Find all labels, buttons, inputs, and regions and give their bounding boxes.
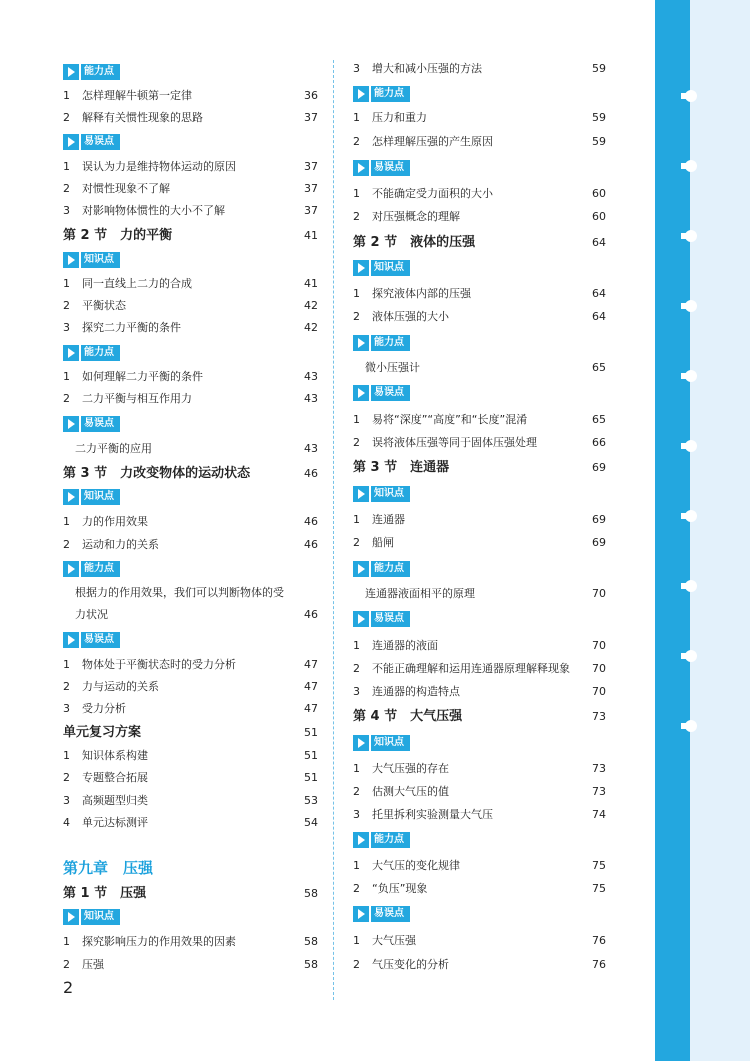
binder-ring-icon	[675, 90, 695, 102]
toc-entry[interactable]: 2 船闸 69	[353, 536, 606, 549]
tag-error: 易误点	[63, 632, 120, 648]
toc-entry[interactable]: 1 大气压的变化规律 75	[353, 859, 606, 872]
toc-entry[interactable]: 2 力与运动的关系 47	[63, 680, 318, 693]
binder-ring-icon	[675, 440, 695, 452]
section-heading[interactable]: 第 4 节 大气压强 73	[353, 709, 606, 724]
toc-entry[interactable]: 3 受力分析 47	[63, 702, 318, 715]
toc-entry[interactable]: 2 误将液体压强等同于固体压强处理 66	[353, 436, 606, 449]
side-band	[690, 0, 750, 1061]
tag-error: 易误点	[353, 385, 410, 401]
tag-error: 易误点	[63, 416, 120, 432]
tag-knowledge: 知识点	[353, 735, 410, 751]
toc-entry[interactable]: 2 怎样理解压强的产生原因 59	[353, 135, 606, 148]
tag-knowledge: 知识点	[63, 252, 120, 268]
play-arrow-icon	[63, 489, 79, 505]
binder-ring-icon	[675, 720, 695, 732]
toc-entry[interactable]: 2 估测大气压的值 73	[353, 785, 606, 798]
section-heading[interactable]: 第 3 节 力改变物体的运动状态 46	[63, 466, 318, 481]
section-heading[interactable]: 第 3 节 连通器 69	[353, 460, 606, 475]
binder-ring-icon	[675, 370, 695, 382]
toc-entry[interactable]: 1 同一直线上二力的合成 41	[63, 277, 318, 290]
play-arrow-icon	[63, 134, 79, 150]
toc-entry[interactable]: 1 力的作用效果 46	[63, 515, 318, 528]
play-arrow-icon	[353, 906, 369, 922]
play-arrow-icon	[353, 385, 369, 401]
toc-entry[interactable]: 4 单元达标测评 54	[63, 816, 318, 829]
section-heading[interactable]: 第 1 节 压强 58	[63, 886, 318, 901]
toc-entry[interactable]: 3 增大和减小压强的方法 59	[353, 62, 606, 75]
toc-entry[interactable]: 3 对影响物体惯性的大小不了解 37	[63, 204, 318, 217]
toc-entry[interactable]: 力状况 46	[75, 608, 318, 621]
toc-entry[interactable]: 1 知识体系构建 51	[63, 749, 318, 762]
play-arrow-icon	[353, 335, 369, 351]
play-arrow-icon	[353, 160, 369, 176]
play-arrow-icon	[353, 611, 369, 627]
tag-error: 易误点	[63, 134, 120, 150]
play-arrow-icon	[353, 832, 369, 848]
toc-entry[interactable]: 2 压强 58	[63, 958, 318, 971]
column-divider	[333, 60, 334, 1000]
tag-knowledge: 知识点	[63, 909, 120, 925]
toc-entry[interactable]: 1 大气压强的存在 73	[353, 762, 606, 775]
toc-entry[interactable]: 1 不能确定受力面积的大小 60	[353, 187, 606, 200]
toc-entry[interactable]: 3 探究二力平衡的条件 42	[63, 321, 318, 334]
toc-entry[interactable]: 2 “负压”现象 75	[353, 882, 606, 895]
toc-entry[interactable]: 1 物体处于平衡状态时的受力分析 47	[63, 658, 318, 671]
toc-entry[interactable]: 1 连通器 69	[353, 513, 606, 526]
toc-entry[interactable]: 2 液体压强的大小 64	[353, 310, 606, 323]
toc-entry[interactable]: 1 大气压强 76	[353, 934, 606, 947]
play-arrow-icon	[63, 561, 79, 577]
tag-error: 易误点	[353, 906, 410, 922]
tag-ability: 能力点	[63, 345, 120, 361]
play-arrow-icon	[353, 86, 369, 102]
tag-ability: 能力点	[353, 832, 410, 848]
tag-knowledge: 知识点	[353, 260, 410, 276]
toc-entry[interactable]: 1 压力和重力 59	[353, 111, 606, 124]
toc-entry[interactable]: 3 高频题型归类 53	[63, 794, 318, 807]
binder-ring-icon	[675, 230, 695, 242]
toc-entry[interactable]: 1 怎样理解牛顿第一定律 36	[63, 89, 318, 102]
tag-error: 易误点	[353, 160, 410, 176]
tag-knowledge: 知识点	[63, 489, 120, 505]
toc-entry[interactable]: 3 连通器的构造特点 70	[353, 685, 606, 698]
toc-entry[interactable]: 2 对惯性现象不了解 37	[63, 182, 318, 195]
tag-knowledge: 知识点	[353, 486, 410, 502]
binder-ring-icon	[675, 510, 695, 522]
toc-entry[interactable]: 二力平衡的应用 43	[75, 442, 318, 455]
toc-entry[interactable]: 3 托里拆利实验测量大气压 74	[353, 808, 606, 821]
play-arrow-icon	[63, 416, 79, 432]
section-heading[interactable]: 单元复习方案 51	[63, 725, 318, 740]
tag-ability: 能力点	[63, 64, 120, 80]
toc-entry[interactable]: 2 气压变化的分析 76	[353, 958, 606, 971]
play-arrow-icon	[63, 64, 79, 80]
chapter-title[interactable]: 第九章 压强	[63, 859, 154, 877]
tag-error: 易误点	[353, 611, 410, 627]
toc-entry[interactable]: 1 易将“深度”“高度”和“长度”混淆 65	[353, 413, 606, 426]
toc-entry[interactable]: 2 解释有关惯性现象的思路 37	[63, 111, 318, 124]
section-heading[interactable]: 第 2 节 液体的压强 64	[353, 235, 606, 250]
toc-entry[interactable]: 2 对压强概念的理解 60	[353, 210, 606, 223]
binder-ring-icon	[675, 300, 695, 312]
toc-entry[interactable]: 1 探究影响压力的作用效果的因素 58	[63, 935, 318, 948]
toc-entry[interactable]: 1 探究液体内部的压强 64	[353, 287, 606, 300]
toc-entry[interactable]: 2 不能正确理解和运用连通器原理解释现象 70	[353, 662, 606, 675]
play-arrow-icon	[353, 486, 369, 502]
toc-entry[interactable]: 1 误认为力是维持物体运动的原因 37	[63, 160, 318, 173]
play-arrow-icon	[63, 252, 79, 268]
section-heading[interactable]: 第 2 节 力的平衡 41	[63, 228, 318, 243]
toc-entry[interactable]: 1 连通器的液面 70	[353, 639, 606, 652]
tag-ability: 能力点	[63, 561, 120, 577]
toc-entry[interactable]: 根据力的作用效果，我们可以判断物体的受	[75, 586, 284, 599]
play-arrow-icon	[63, 632, 79, 648]
play-arrow-icon	[63, 345, 79, 361]
play-arrow-icon	[353, 561, 369, 577]
binder-ring-icon	[675, 580, 695, 592]
toc-entry[interactable]: 连通器液面相平的原理 70	[365, 587, 606, 600]
binder-ring-icon	[675, 160, 695, 172]
page-number: 2	[63, 978, 74, 997]
toc-entry[interactable]: 1 如何理解二力平衡的条件 43	[63, 370, 318, 383]
binder-ring-icon	[675, 650, 695, 662]
toc-entry[interactable]: 2 二力平衡与相互作用力 43	[63, 392, 318, 405]
toc-entry[interactable]: 2 专题整合拓展 51	[63, 771, 318, 784]
toc-entry[interactable]: 微小压强计 65	[365, 361, 606, 374]
toc-entry[interactable]: 2 平衡状态 42	[63, 299, 318, 312]
play-arrow-icon	[63, 909, 79, 925]
tag-ability: 能力点	[353, 86, 410, 102]
play-arrow-icon	[353, 735, 369, 751]
tag-ability: 能力点	[353, 561, 410, 577]
play-arrow-icon	[353, 260, 369, 276]
tag-ability: 能力点	[353, 335, 410, 351]
toc-entry[interactable]: 2 运动和力的关系 46	[63, 538, 318, 551]
